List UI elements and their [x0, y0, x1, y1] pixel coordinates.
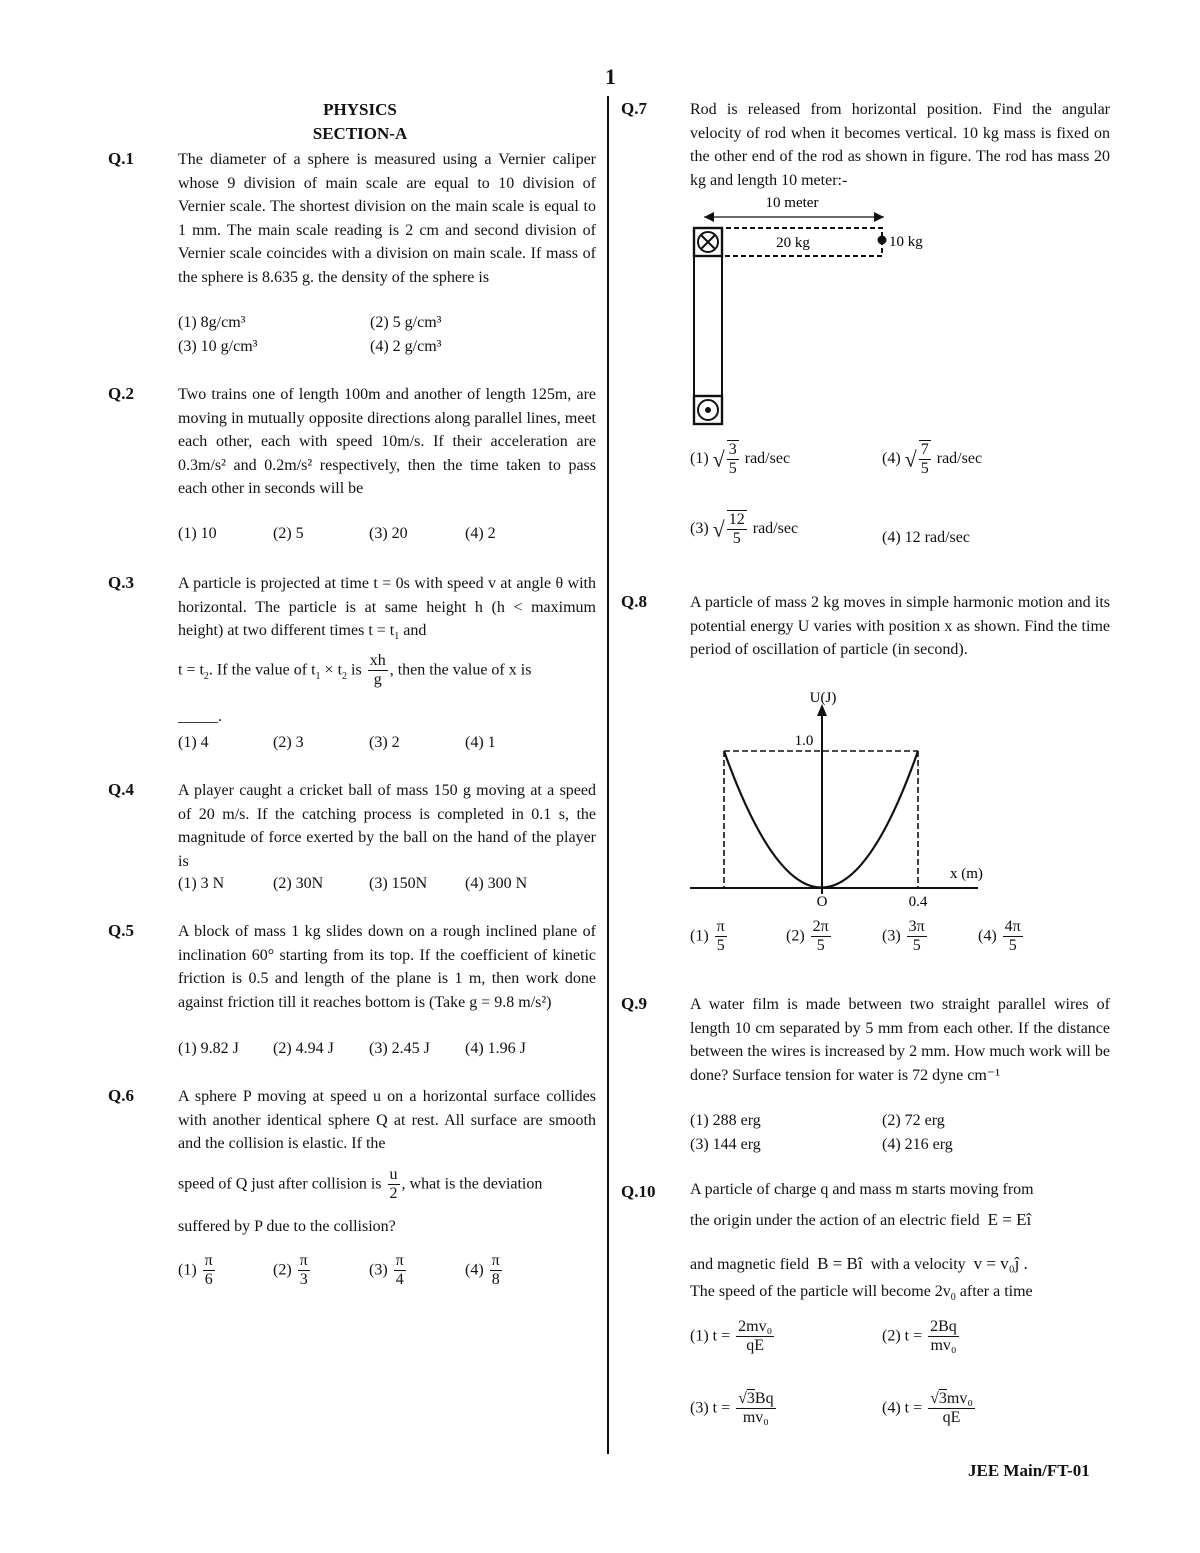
question-number: Q.1 — [108, 149, 134, 168]
option: (3) 10 g/cm³ — [178, 338, 258, 355]
option: (4) $\frac{4\pi}{5}$ — [978, 918, 1021, 955]
magnetic-field-eq: B = Bî — [817, 1254, 863, 1273]
option: (1) 8g/cm³ — [178, 314, 246, 331]
question-number: Q.9 — [621, 994, 647, 1013]
question-number: Q.5 — [108, 921, 134, 940]
option: (2) $\frac{2\pi}{5}$ — [786, 918, 829, 955]
question-number: Q.4 — [108, 780, 134, 799]
question-text-line: suffered by P due to the collision? — [178, 1218, 396, 1235]
option: (1) 3 N — [178, 875, 225, 892]
question-number: Q.8 — [621, 592, 647, 611]
option: (2) 5 g/cm³ — [370, 314, 442, 331]
option: (2) 3 — [273, 734, 304, 751]
question-text: A player caught a cricket ball of mass 150 g moving at a speed of 20 m/s. If the catching process is completed in 0.1 s, the magnitude of force exerted by the ball on the hand of the player is — [178, 782, 596, 870]
electric-field-eq: E = Eî — [987, 1210, 1032, 1229]
arrow-head-left — [704, 212, 714, 222]
option: (1) 4 — [178, 734, 209, 751]
question-text-line: speed of Q just after collision is $\frac{u}{2}$ , what is the deviation — [178, 1166, 543, 1203]
rod-mass-label: 20 kg — [776, 235, 810, 251]
option: (4) √ $\frac{7}{5}$ rad/sec — [882, 441, 983, 478]
option: (3) 144 erg — [690, 1136, 761, 1153]
option: (1) 288 erg — [690, 1112, 761, 1129]
question-number: Q.7 — [621, 99, 647, 118]
question-text-line: $t = t_2$. If the value of $t_1 \times t_2$ is $\frac{xh}{g}$ , then the value of x is — [178, 652, 532, 689]
option: (2) t = $\frac{2Bq}{\text{mv₀}}$ — [882, 1318, 957, 1355]
question-text-line: The speed of the particle will become $2v_0$ after a time — [690, 1283, 1033, 1304]
section-heading: SECTION-A — [312, 124, 408, 143]
option: (3) √ $\frac{12}{5}$ rad/sec — [690, 511, 799, 548]
option: (2) 5 — [273, 525, 304, 542]
subject-heading: PHYSICS — [323, 100, 397, 119]
option: (4) 300 N — [465, 875, 528, 892]
y-tick-label: 1.0 — [794, 733, 814, 749]
option: (3) 2.45 J — [369, 1040, 430, 1057]
option: (4) 1.96 J — [465, 1040, 526, 1057]
option: (2) $\frac{\pi}{3}$ — [273, 1252, 308, 1289]
question-text: A block of mass 1 kg slides down on a rough inclined plane of inclination 60° starting from its top. If the coefficient of kinetic friction is 0.5 and length of the plane is 1 m, then work done against friction till it reaches bottom is (Take g = 9.8 m/s²) — [178, 923, 596, 1011]
question-text: A water film is made between two straight parallel wires of length 10 cm separated by 5 mm from each other. If the distance between the wires is increased by 2 mm. How much work will be done? Surface tension for water is 72 dyne cm⁻¹ — [690, 996, 1110, 1084]
option: (2) 72 erg — [882, 1112, 945, 1129]
end-mass-dot — [878, 236, 887, 245]
option: (3) t = $\frac{√3Bq}{\text{mv₀}}$ — [690, 1390, 774, 1427]
rod-figure — [686, 190, 946, 430]
question-text: Two trains one of length 100m and another of length 125m, are moving in mutually opposite directions along parallel lines, meet each other, each with speed 10m/s. If their acceleration are 0.3m/s² and 0.2m/s² respectively, then the time taken to pass each other in seconds will be — [178, 386, 596, 498]
option: (4) t = $\frac{\text{√3mv₀}}{qE}$ — [882, 1390, 973, 1427]
question-text-line: the origin under the action of an electric field E = Eî — [690, 1210, 1032, 1229]
option: (3) 150N — [369, 875, 428, 892]
option: (4) 2 — [465, 525, 496, 542]
x-tick-label: 0.4 — [908, 894, 928, 910]
option: (4) 2 g/cm³ — [370, 338, 442, 355]
question-text: Rod is released from horizontal position. Find the angular velocity of rod when it becomes vertical. 10 kg mass is fixed on the other end of the rod as shown in figure. The rod has mass 20 kg and length 10 meter:- — [690, 101, 1110, 189]
question-text-line: and magnetic field B = Bî with a velocity v = v₀ĵ . — [690, 1254, 1028, 1273]
option: (1) t = $\frac{\text{2mv₀}}{qE}$ — [690, 1318, 773, 1355]
question-number: Q.2 — [108, 384, 134, 403]
option: (4) 216 erg — [882, 1136, 953, 1153]
option: (3) 20 — [369, 525, 408, 542]
y-axis-label: U(J) — [809, 690, 837, 706]
option: (1) $\frac{\pi}{6}$ — [178, 1252, 213, 1289]
page-number: 1 — [605, 64, 616, 89]
fraction: $\frac{xh}{g}$ — [369, 652, 386, 689]
question-text: A particle is projected at time t = 0s with speed v at angle θ with horizontal. The particle is at same height h (h < maximum height) at two different times $t = t_1$ and — [178, 575, 596, 643]
arrow-head-right — [874, 212, 884, 222]
option: (4) 1 — [465, 734, 496, 751]
x-axis-label: x (m) — [950, 866, 983, 882]
option: (4) 12 rad/sec — [882, 529, 970, 546]
exam-code-footer: JEE Main/FT-01 — [968, 1461, 1090, 1480]
origin-label: O — [816, 894, 828, 910]
option: (3) $\frac{\pi}{4}$ — [369, 1252, 404, 1289]
question-number: Q.10 — [621, 1182, 656, 1201]
question-text: A particle of mass 2 kg moves in simple harmonic motion and its potential energy U varies with position x as shown. Find the time period of oscillation of particle (in second). — [690, 594, 1110, 659]
option: (2) 4.94 J — [273, 1040, 334, 1057]
option: (1) $\frac{\pi}{5}$ — [690, 918, 725, 955]
option: (3) 2 — [369, 734, 400, 751]
question-text: The diameter of a sphere is measured using a Vernier caliper whose 9 division of main scale are equal to 10 division of Vernier scale. The shortest division on the main scale is equal to 1 mm. The main scale reading is 2 cm and second division of Vernier scale coincides with a division on main scale. If mass of the sphere is 8.635 g. the density of the sphere is — [178, 151, 596, 286]
question-number: Q.3 — [108, 573, 134, 592]
option: (3) $\frac{3\pi}{5}$ — [882, 918, 925, 955]
potential-energy-graph — [686, 684, 1006, 914]
end-mass-label: 10 kg — [889, 234, 923, 250]
answer-blank: _____. — [178, 708, 222, 725]
velocity-eq: v = v₀ĵ . — [973, 1254, 1028, 1273]
option: (2) 30N — [273, 875, 324, 892]
column-divider — [607, 96, 609, 1454]
fraction: $\frac{u}{2}$ — [389, 1166, 398, 1203]
option: (1) 10 — [178, 525, 217, 542]
length-label: 10 meter — [765, 195, 819, 211]
vertical-rod — [694, 228, 722, 424]
question-text: A sphere P moving at speed u on a horizontal surface collides with another identical sphere Q at rest. All surface are smooth and the collision is elastic. If the — [178, 1088, 596, 1153]
question-text-line: A particle of charge q and mass m starts moving from — [690, 1181, 1034, 1198]
option: (1) 9.82 J — [178, 1040, 239, 1057]
option: (4) $\frac{\pi}{8}$ — [465, 1252, 500, 1289]
option: (1) √ $\frac{3}{5}$ rad/sec — [690, 441, 791, 478]
question-number: Q.6 — [108, 1086, 134, 1105]
